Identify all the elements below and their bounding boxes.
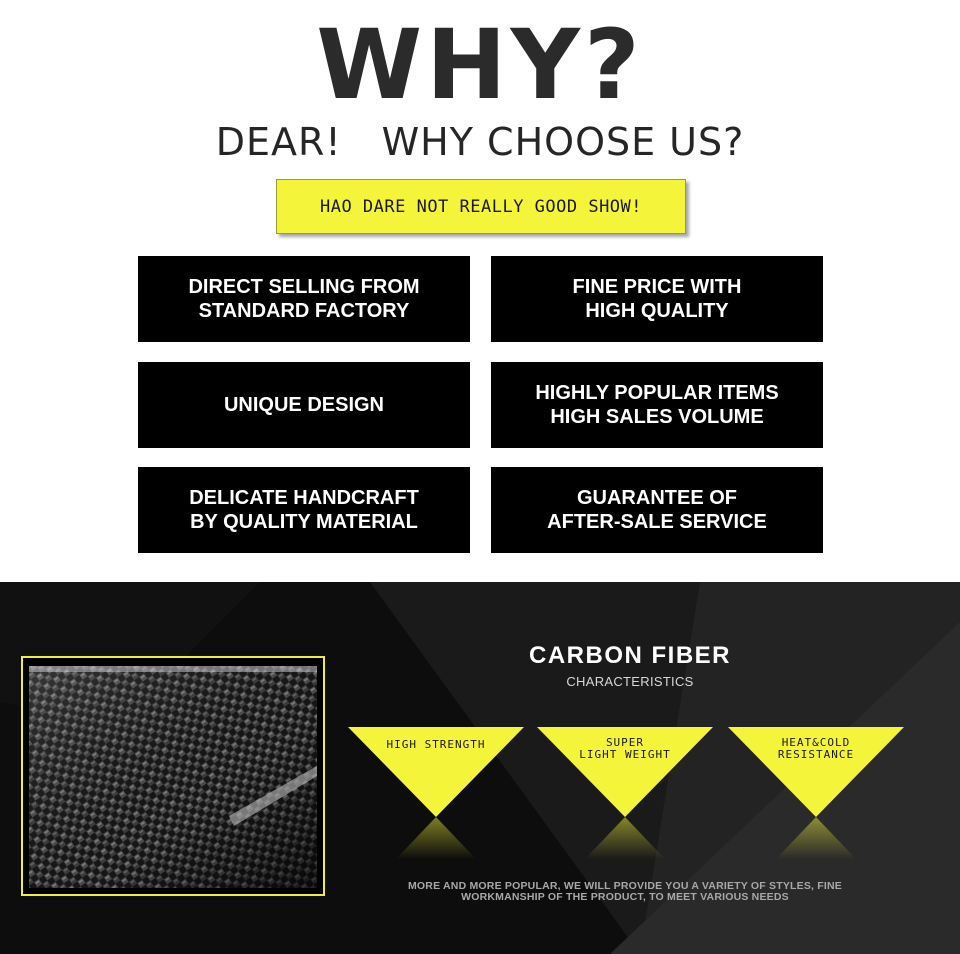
carbon-fiber-photo (21, 656, 325, 896)
feature-box-direct-selling: DIRECT SELLING FROM STANDARD FACTORY (138, 256, 470, 342)
carbon-weave-image (29, 666, 317, 888)
page-title: WHY? (316, 9, 644, 121)
subtitle-why-choose-us: WHY CHOOSE US? (381, 120, 745, 164)
characteristic-label: HIGH STRENGTH (386, 738, 486, 751)
carbon-fiber-title: CARBON FIBER (529, 642, 731, 669)
carbon-fiber-subtitle: CHARACTERISTICS (566, 674, 694, 689)
characteristic-heat-cold-resistance (728, 727, 904, 867)
slogan-banner: HAO DARE NOT REALLY GOOD SHOW! (276, 179, 686, 234)
characteristic-high-strength (348, 727, 524, 867)
feature-box-fine-price: FINE PRICE WITH HIGH QUALITY (491, 256, 823, 342)
feature-box-handcraft: DELICATE HANDCRAFT BY QUALITY MATERIAL (138, 467, 470, 553)
feature-box-popular-items: HIGHLY POPULAR ITEMS HIGH SALES VOLUME (491, 362, 823, 448)
subtitle (0, 118, 960, 166)
feature-box-unique-design: UNIQUE DESIGN (138, 362, 470, 448)
characteristic-label: SUPER LIGHT WEIGHT (579, 736, 671, 761)
feature-box-after-sale: GUARANTEE OF AFTER-SALE SERVICE (491, 467, 823, 553)
characteristic-label: HEAT&COLD RESISTANCE (777, 736, 855, 761)
subtitle-dear: DEAR! (215, 120, 342, 164)
carbon-fiber-footer-text: MORE AND MORE POPULAR, WE WILL PROVIDE YOU A VARIETY OF STYLES, FINE WORKMANSHIP OF THE PRODUCT, TO MEET VARIOUS NEEDS (407, 880, 843, 903)
characteristic-light-weight (537, 727, 713, 867)
